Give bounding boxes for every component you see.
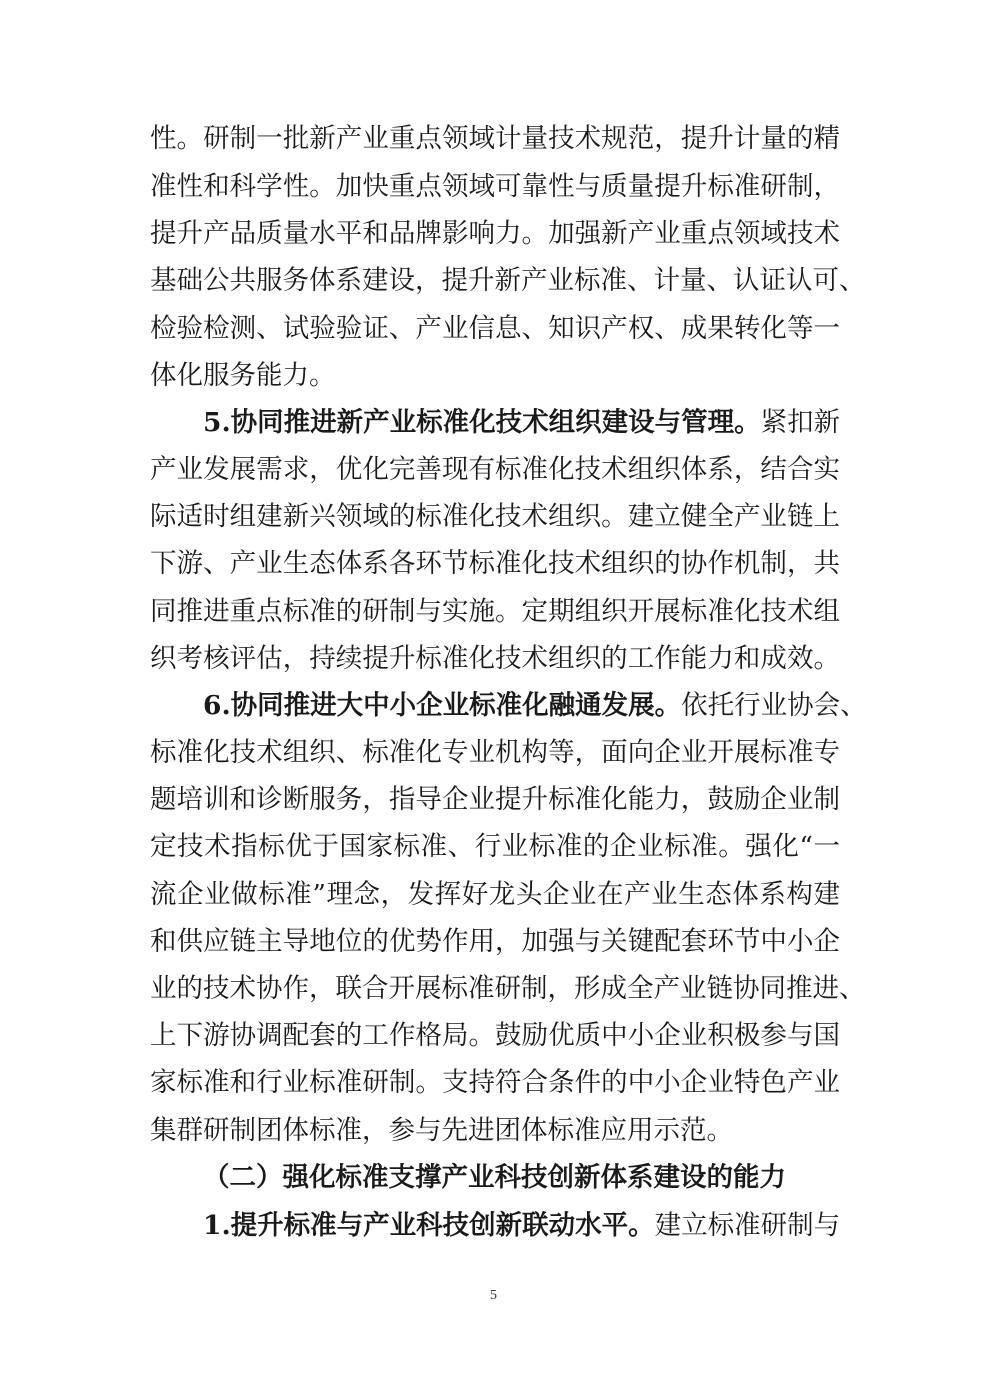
item-heading: 1.提升标准与产业科技创新联动水平。 <box>203 1210 655 1241</box>
text-line: 题培训和诊断服务，指导企业提升标准化能力，鼓励企业制 <box>150 784 840 815</box>
text-line: 和供应链主导地位的优势作用，加强与关键配套环节中小企 <box>150 926 840 957</box>
page-number: 5 <box>490 1288 497 1303</box>
text-line: 检验检测、试验验证、产业信息、知识产权、成果转化等一 <box>150 313 840 344</box>
text-line: 准性和科学性。加快重点领域可靠性与质量提升标准研制， <box>150 171 840 202</box>
text-span: 依托行业协会、 <box>681 690 867 721</box>
paragraph-first-line <box>203 683 867 729</box>
paragraph-first-line <box>203 400 840 446</box>
text-span: 紧扣新 <box>760 407 841 438</box>
paragraph-first-line <box>203 1203 840 1249</box>
text-line: 际适时组建新兴领域的标准化技术组织。建立健全产业链上 <box>150 501 840 532</box>
text-line: 体化服务能力。 <box>150 360 336 391</box>
text-line: 同推进重点标准的研制与实施。定期组织开展标准化技术组 <box>150 596 840 627</box>
text-line: 下游、产业生态体系各环节标准化技术组织的协作机制，共 <box>150 548 840 579</box>
text-line: 提升产品质量水平和品牌影响力。加强新产业重点领域技术 <box>150 218 840 249</box>
text-line: 标准化技术组织、标准化专业机构等，面向企业开展标准专 <box>150 737 840 768</box>
section-heading: （二）强化标准支撑产业科技创新体系建设的能力 <box>203 1162 786 1193</box>
item-heading: 5.协同推进新产业标准化技术组织建设与管理。 <box>203 407 761 438</box>
text-line: 产业发展需求，优化完善现有标准化技术组织体系，结合实 <box>150 454 840 485</box>
text-line: 家标准和行业标准研制。支持符合条件的中小企业特色产业 <box>150 1067 840 1098</box>
text-line: 上下游协调配套的工作格局。鼓励优质中小企业积极参与国 <box>150 1020 840 1051</box>
text-line: 性。研制一批新产业重点领域计量技术规范，提升计量的精 <box>150 123 840 154</box>
text-line: 定技术指标优于国家标准、行业标准的企业标准。强化“一 <box>150 831 840 862</box>
text-line: 业的技术协作，联合开展标准研制，形成全产业链协同推进、 <box>150 973 866 1004</box>
text-line: 织考核评估，持续提升标准化技术组织的工作能力和成效。 <box>150 643 840 674</box>
text-line: 流企业做标准”理念，发挥好龙头企业在产业生态体系构建 <box>150 879 840 910</box>
item-heading: 6.协同推进大中小企业标准化融通发展。 <box>203 690 682 721</box>
text-line: 基础公共服务体系建设，提升新产业标准、计量、认证认可、 <box>150 265 866 296</box>
text-line: 集群研制团体标准，参与先进团体标准应用示范。 <box>150 1115 733 1146</box>
text-span: 建立标准研制与 <box>654 1210 841 1241</box>
